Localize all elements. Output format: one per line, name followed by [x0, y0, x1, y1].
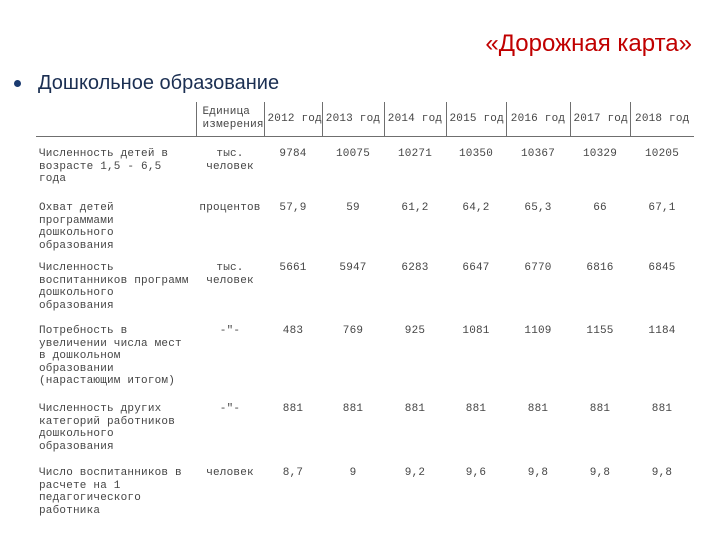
bullet-icon: [14, 80, 21, 87]
value-cell: 64,2: [462, 202, 490, 214]
value-cell: 66: [593, 202, 607, 214]
value-cell: 6845: [648, 262, 676, 274]
value-cell: 10329: [582, 148, 617, 160]
header-year: 2015 год: [446, 102, 506, 137]
section-subtitle: Дошкольное образование: [38, 71, 280, 94]
value-cell: 6283: [401, 262, 429, 274]
value-cell: 1081: [462, 325, 490, 337]
indicator-cell: Численность других категорий работников дошкольного образования: [39, 403, 176, 453]
unit-cell: человек: [206, 467, 254, 479]
value-cell: 9784: [279, 148, 307, 160]
value-cell: 925: [404, 325, 426, 337]
value-cell: 61,2: [401, 202, 429, 214]
value-cell: 9,2: [404, 467, 426, 479]
value-cell: 10205: [644, 148, 679, 160]
value-cell: 1109: [524, 325, 552, 337]
value-cell: 881: [404, 403, 426, 415]
header-indicator: [36, 102, 196, 137]
header-year: 2012 год: [264, 102, 322, 137]
header-year: 2016 год: [506, 102, 570, 137]
value-cell: 9: [349, 467, 357, 479]
value-cell: 10367: [520, 148, 555, 160]
indicator-cell: Число воспитанников в расчете на 1 педагогического работника: [39, 467, 182, 517]
value-cell: 769: [342, 325, 364, 337]
value-cell: 1184: [648, 325, 676, 337]
value-cell: 59: [346, 202, 360, 214]
bullet-item: [14, 70, 279, 96]
value-cell: 9,8: [651, 467, 673, 479]
value-cell: 483: [282, 325, 304, 337]
value-cell: 9,6: [465, 467, 487, 479]
value-cell: 881: [282, 403, 304, 415]
value-cell: 6647: [462, 262, 490, 274]
slide-title: «Дорожная карта»: [485, 30, 692, 57]
value-cell: 881: [651, 403, 673, 415]
unit-cell: -"-: [219, 403, 241, 415]
header-year: 2014 год: [384, 102, 446, 137]
table-row: [36, 459, 694, 519]
unit-cell: тыс. человек: [206, 262, 254, 287]
value-cell: 5947: [339, 262, 367, 274]
unit-cell: процентов: [199, 202, 261, 214]
value-cell: 881: [527, 403, 549, 415]
value-cell: 10271: [397, 148, 432, 160]
table-row: [36, 194, 694, 254]
value-cell: 10075: [335, 148, 370, 160]
value-cell: 10350: [458, 148, 493, 160]
value-cell: 65,3: [524, 202, 552, 214]
header-year: 2013 год: [322, 102, 384, 137]
header-year: 2018 год: [630, 102, 694, 137]
roadmap-table: [36, 102, 694, 519]
table-row: [36, 137, 694, 195]
indicator-cell: Охват детей программами дошкольного образования: [39, 202, 114, 252]
indicator-cell: Численность детей в возрасте 1,5 - 6,5 года: [39, 148, 169, 186]
table-header-row: [36, 102, 694, 137]
indicator-cell: Потребность в увеличении числа мест в дошкольном образовании (нарастающим итогом): [39, 325, 182, 388]
value-cell: 881: [589, 403, 611, 415]
unit-cell: -"-: [219, 325, 241, 337]
header-year: 2017 год: [570, 102, 630, 137]
value-cell: 6770: [524, 262, 552, 274]
indicator-cell: Численность воспитанников программ дошкольного образования: [39, 262, 189, 312]
roadmap-table-container: [36, 102, 694, 536]
header-unit: Единица измерения: [196, 102, 264, 137]
value-cell: 881: [465, 403, 487, 415]
table-row: [36, 397, 694, 459]
table-row: [36, 254, 694, 317]
value-cell: 6816: [586, 262, 614, 274]
value-cell: 5661: [279, 262, 307, 274]
unit-cell: тыс. человек: [206, 148, 254, 173]
value-cell: 9,8: [589, 467, 611, 479]
table-row: [36, 317, 694, 397]
value-cell: 67,1: [648, 202, 676, 214]
value-cell: 9,8: [527, 467, 549, 479]
value-cell: 881: [342, 403, 364, 415]
value-cell: 8,7: [282, 467, 304, 479]
value-cell: 57,9: [279, 202, 307, 214]
value-cell: 1155: [586, 325, 614, 337]
